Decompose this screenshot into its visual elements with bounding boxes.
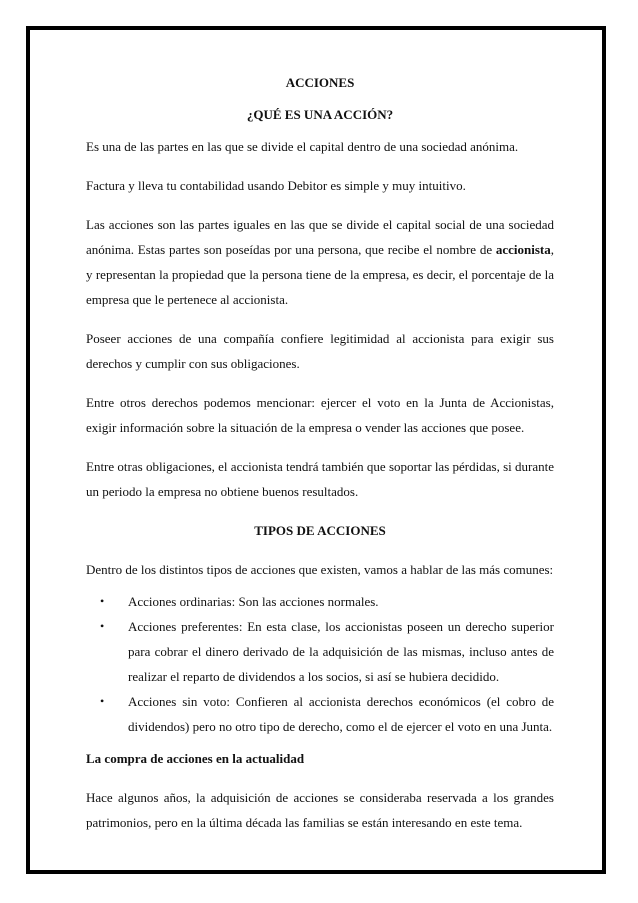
paragraph-shares (86, 212, 554, 312)
paragraph-advert: Factura y lleva tu contabilidad usando Debitor es simple y muy intuitivo. (86, 178, 466, 193)
paragraph-definition: Es una de las partes en las que se divide el capital dentro de una sociedad anónima. (86, 139, 519, 154)
list-item: • Acciones preferentes: En esta clase, los accionistas poseen un derecho superior para cobrar el dinero derivado de la adquisición de las mismas, incluso antes de realizar el reparto de dividendos a los socios, si así se hubiera decidido. (86, 614, 554, 689)
subheading-current-purchase: La compra de acciones en la actualidad (86, 751, 305, 766)
paragraph-types-intro: Dentro de los distintos tipos de acciones que existen, vamos a hablar de las más comunes: (86, 562, 554, 577)
paragraph-shares-part2: , y representan la propiedad que la persona tiene de la empresa, es decir, el porcentaje de la empresa que le pertenece al accionista. (86, 242, 554, 307)
section-title-types: TIPOS DE ACCIONES (254, 523, 386, 538)
list-item: • Acciones sin voto: Confieren al accionista derechos económicos (el cobro de dividendos) pero no otro tipo de derecho, como el de ejercer el voto en una Junta. (86, 689, 554, 739)
paragraph-rights: Entre otros derechos podemos mencionar: ejercer el voto en la Junta de Accionistas, exigir información sobre la situación de la empresa o vender las acciones que posee. (86, 395, 554, 435)
paragraph-current: Hace algunos años, la adquisición de acciones se consideraba reservada a los grandes patrimonios, pero en la última década las familias se están interesando en este tema. (86, 790, 554, 830)
document-subtitle: ¿QUÉ ES UNA ACCIÓN? (246, 107, 394, 122)
paragraph-obligations: Entre otras obligaciones, el accionista tendrá también que soportar las pérdidas, si durante un periodo la empresa no obtiene buenos resultados. (86, 459, 554, 499)
list-item: • Acciones ordinarias: Son las acciones normales. (86, 589, 554, 614)
document-body (86, 70, 554, 835)
paragraph-legitimacy: Poseer acciones de una compañía confiere legitimidad al accionista para exigir sus derechos y cumplir con sus obligaciones. (86, 331, 554, 371)
paragraph-shares-part1: Las acciones son las partes iguales en las que se divide el capital social de una sociedad anónima. Estas partes son poseídas por una persona, que recibe el nombre de (86, 217, 554, 257)
accionista-term: accionista (495, 242, 551, 257)
document-title: ACCIONES (285, 75, 355, 90)
share-types-list (86, 589, 554, 739)
